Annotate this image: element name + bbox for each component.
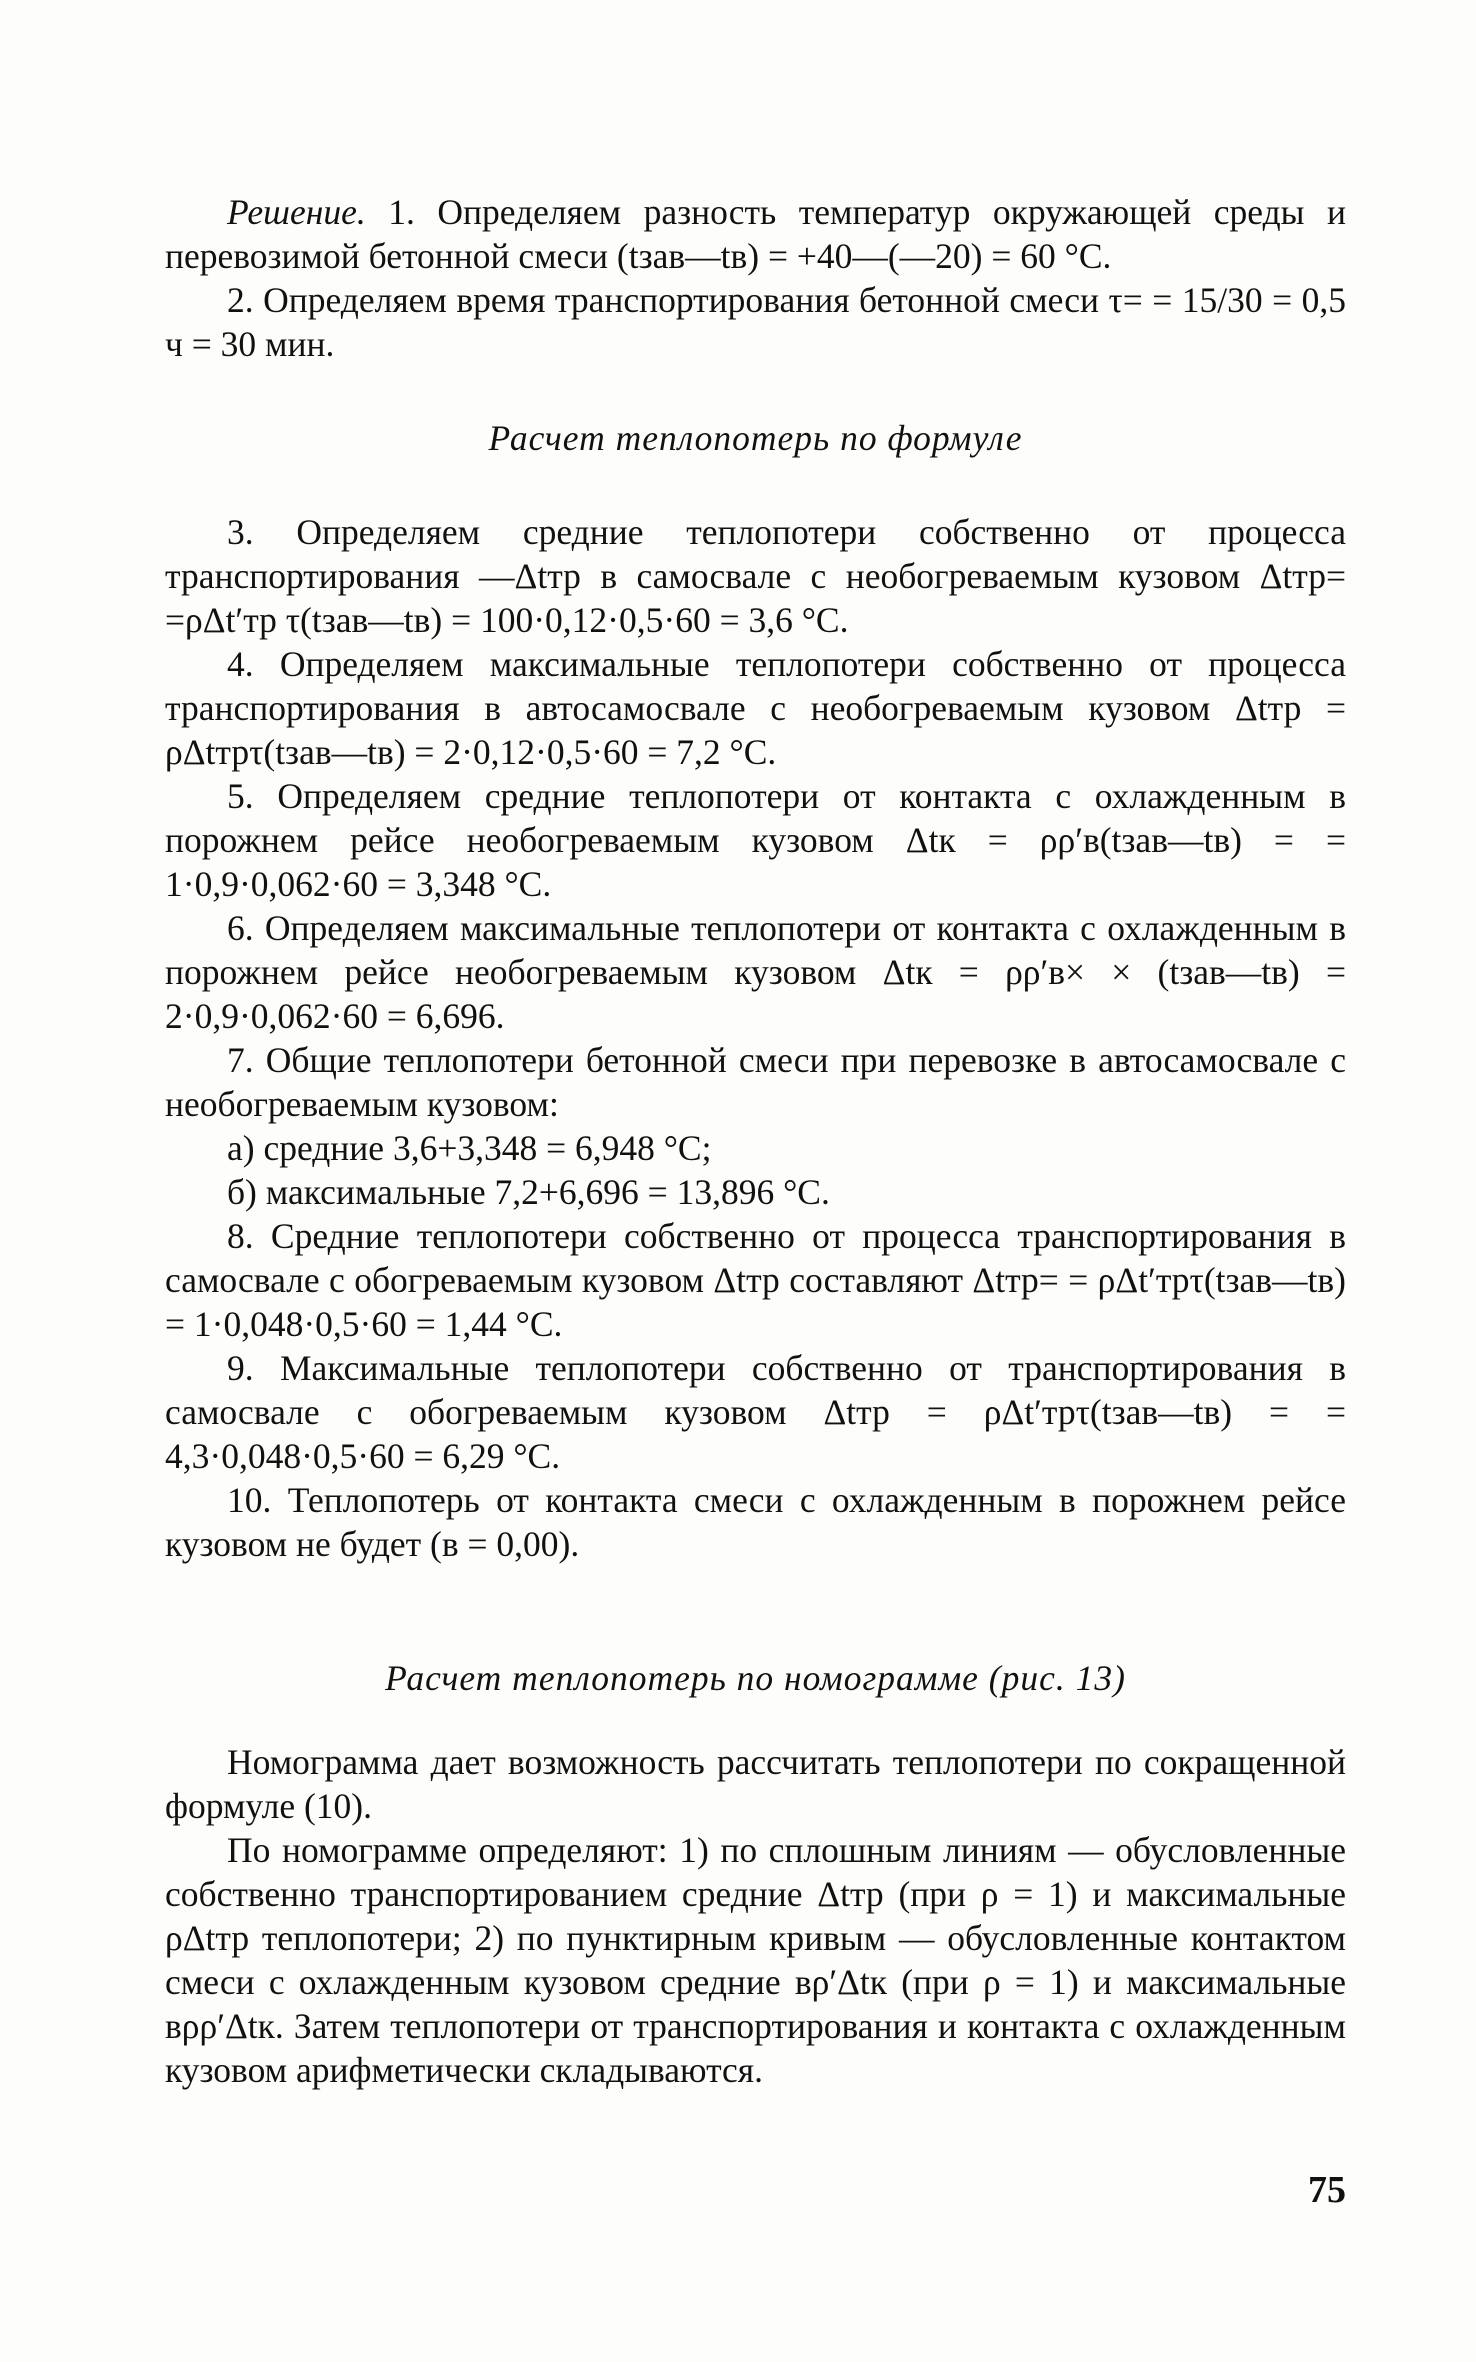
page-number: 75 — [1308, 2169, 1346, 2211]
solution-item-10: 10. Теплопотерь от контакта смеси с охлажденным в порожнем рейсе кузовом не будет (в = 0,00). — [165, 1480, 1346, 1564]
solution-item-6: 6. Определяем максимальные теплопотери от контакта с охлажденным в порожнем рейсе необогреваемым кузовом Δtк = ρρ′в× × (tзав—tв) = 2·0,9·0,062·60 = 6,696. — [165, 908, 1346, 1036]
heading-nomogram-calculation: Расчет теплопотерь по номограмме (рис. 13) — [385, 1658, 1126, 1698]
solution-item-3: 3. Определяем средние теплопотери собственно от процесса транспортирования —Δtтр в самосвале с необогреваемым кузовом Δtтр= =ρΔt′тр τ(tзав—tв) = 100·0,12·0,5·60 = 3,6 °С. — [165, 512, 1346, 640]
solution-item-8: 8. Средние теплопотери собственно от процесса транспортирования в самосвале с обогреваемым кузовом Δtтр составляют Δtтр= = ρΔt′трτ(tзав—tв) = 1·0,048·0,5·60 = 1,44 °С. — [165, 1216, 1346, 1344]
solution-item-2: 2. Определяем время транспортирования бетонной смеси τ= = 15/30 = 0,5 ч = 30 мин. — [165, 280, 1346, 364]
solution-item-1 — [165, 190, 1346, 278]
nomogram-paragraph-1: Номограмма дает возможность рассчитать теплопотери по сокращенной формуле (10). — [165, 1742, 1346, 1826]
solution-item-1-text: 1. Определяем разность температур окружающей среды и перевозимой бетонной смеси (tзав—tв) = +40—(—20) = 60 °С. — [165, 192, 1346, 276]
solution-item-7a: а) средние 3,6+3,348 = 6,948 °С; — [227, 1128, 712, 1168]
solution-label: Решение. — [227, 192, 366, 232]
heading-formula-calculation: Расчет теплопотерь по формуле — [488, 418, 1023, 458]
solution-item-7: 7. Общие теплопотери бетонной смеси при перевозке в автосамосвале с необогреваемым кузовом: — [165, 1040, 1346, 1124]
solution-item-7b: б) максимальные 7,2+6,696 = 13,896 °С. — [227, 1172, 830, 1212]
solution-item-9: 9. Максимальные теплопотери собственно от транспортирования в самосвале с обогреваемым кузовом Δtтр = ρΔt′трτ(tзав—tв) = = 4,3·0,048·0,5·60 = 6,29 °С. — [165, 1348, 1346, 1476]
solution-item-4: 4. Определяем максимальные теплопотери собственно от процесса транспортирования в автосамосвале с необогреваемым кузовом Δtтр = ρΔtтрτ(tзав—tв) = 2·0,12·0,5·60 = 7,2 °С. — [165, 644, 1346, 772]
nomogram-paragraph-2: По номограмме определяют: 1) по сплошным линиям — обусловленные собственно транспортированием средние Δtтр (при ρ = 1) и максимальные ρΔtтр теплопотери; 2) по пунктирным кривым — обусловленные контактом смеси с охлажденным кузовом средние вρ′Δtк (при ρ = 1) и максимальные вρρ′Δtк. Затем теплопотери от транспортирования и контакта с охлажденным кузовом арифметически складываются. — [165, 1830, 1346, 2090]
solution-item-5: 5. Определяем средние теплопотери от контакта с охлажденным в порожнем рейсе необогреваемым кузовом Δtк = ρρ′в(tзав—tв) = = 1·0,9·0,062·60 = 3,348 °С. — [165, 776, 1346, 904]
